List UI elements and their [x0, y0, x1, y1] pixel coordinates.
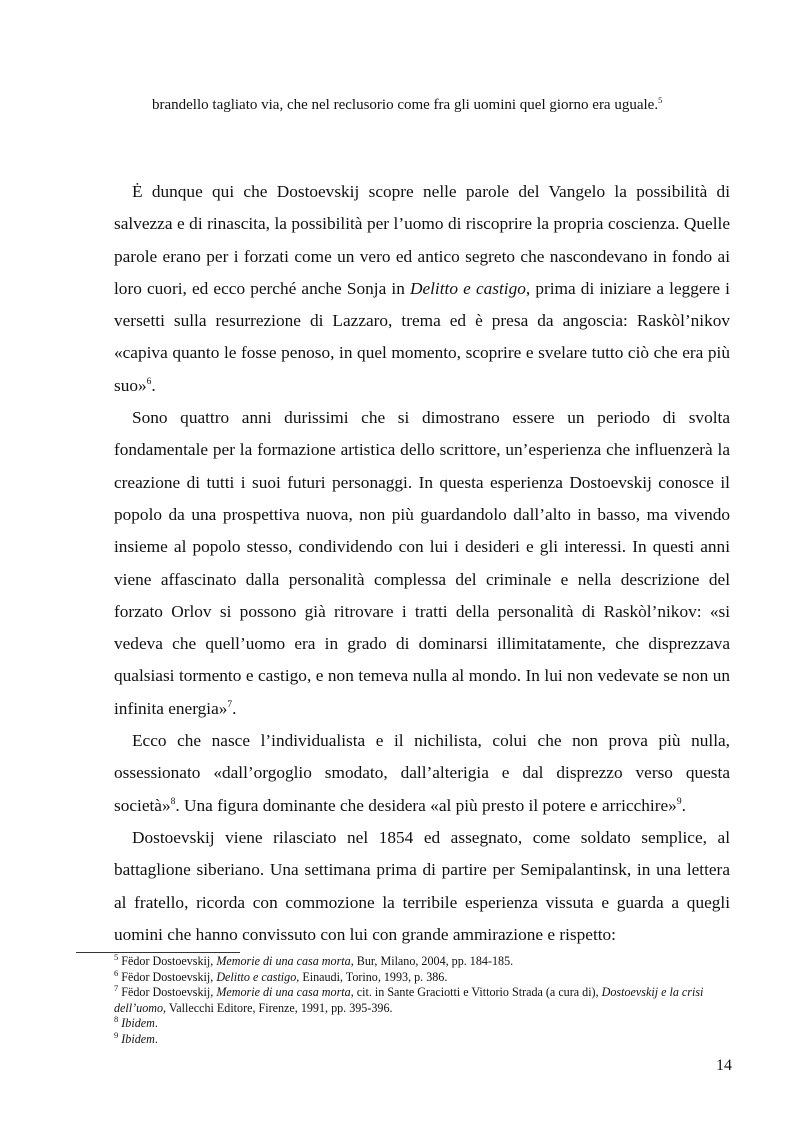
body-text: [114, 176, 730, 951]
book-title: Delitto e castigo: [216, 969, 297, 984]
footnote-text: .: [154, 1031, 158, 1046]
paragraph-text: . Una figura dominante che desidera «al più presto il potere e arricchire»: [175, 795, 677, 815]
footnote-ref: 5: [658, 96, 663, 105]
book-title: Memorie di una casa morta: [216, 985, 351, 999]
footnote-ref: 7: [227, 699, 233, 710]
footnote: [114, 1029, 730, 1048]
footnote: [114, 1013, 730, 1032]
footnote-text: , cit. in Sante Graciotti e Vittorio Strada (a cura di),: [350, 985, 602, 999]
footnote-text: , Bur, Milano, 2004, pp. 184-185.: [350, 954, 514, 968]
footnote-number: 8: [114, 1013, 119, 1024]
paragraph: [114, 176, 730, 402]
footnote-ref: 8: [170, 796, 176, 807]
footnote: [114, 951, 730, 970]
footnote-text: Fëdor Dostoevskij,: [118, 954, 217, 968]
book-title: Ibidem: [121, 1016, 155, 1030]
paragraph: [114, 725, 730, 822]
paragraph: [114, 402, 730, 725]
footnote-number: 9: [114, 1029, 119, 1040]
footnote-text: , Vallecchi Editore, Firenze, 1991, pp. 395-396.: [163, 1000, 393, 1015]
paragraph-text: Ecco che nasce l’individualista e il nichilista, colui che non prova più nulla, ossessionato «dall’orgoglio smodato, dall’alterigia e dal disprezzo verso questa società»: [114, 731, 730, 815]
footnote-number: 5: [114, 951, 119, 962]
paragraph-text: Dostoevskij viene rilasciato nel 1854 ed assegnato, come soldato semplice, al battaglione siberiano. Una settimana prima di partire per Semipalantinsk, in una lettera al fratello, ricorda con commozione la terribile esperienza vissuta e guarda a quegli uomini che hanno convissuto con lui con grande ammirazione e rispetto:: [114, 827, 730, 944]
footnote-text: Fëdor Dostoevskij,: [118, 969, 217, 984]
paragraph: [114, 822, 730, 951]
book-title: Delitto e castigo: [409, 278, 526, 298]
footnote: [114, 967, 730, 986]
footnote-text: .: [154, 1016, 158, 1030]
paragraph-text: Sono quattro anni durissimi che si dimostrano essere un periodo di svolta fondamentale per la formazione artistica dello scrittore, un’esperienza che influenzerà la creazione di tutti i suoi futuri personaggi. In questa esperienza Dostoevskij conosce il popolo da una prospettiva nuova, non più guardandolo dall’alto in basso, ma vivendo insieme al popolo stesso, condividendo con lui i desideri e gli interessi. In questi anni viene affascinato dalla personalità complessa del criminale e nella descrizione del forzato Orlov si possono già ritrovare i tratti della personalità di Raskòl’nikov: «si vedeva che quell’uomo era in grado di dominarsi illimitatamente, che disprezzava qualsiasi tormento e castigo, e non temeva nulla al mondo. In lui non vedevate se non un infinita energia»: [114, 408, 730, 718]
footnote-number: 7: [114, 982, 119, 993]
footnotes: [114, 951, 730, 1047]
paragraph-text: Ė dunque qui che Dostoevskij scopre nelle parole del Vangelo la possibilità di salvezza e di rinascita, la possibilità per l’uomo di riscoprire la propria coscienza. Quelle parole erano per i forzati come un vero ed antico segreto che nascondevano in fondo ai loro cuori, ed ecco perché anche Sonja in: [114, 182, 730, 298]
footnote-text: Fëdor Dostoevskij,: [118, 985, 217, 999]
page-number: 14: [716, 1057, 732, 1074]
footnote-text: , Einaudi, Torino, 1993, p. 386.: [296, 969, 448, 984]
block-quote: [152, 91, 694, 119]
footnote: [114, 982, 730, 1016]
footnote-number: 6: [114, 967, 119, 978]
footnote-ref: 9: [676, 796, 682, 807]
quote-text: brandello tagliato via, che nel reclusorio come fra gli uomini quel giorno era uguale.: [152, 97, 659, 113]
footnote-ref: 6: [146, 377, 152, 388]
book-title: Dostoevskij e la crisi dell’uomo: [114, 985, 704, 1015]
paragraph-text: .: [232, 698, 237, 718]
footnote-divider: [76, 952, 240, 953]
paragraph-text: .: [151, 375, 156, 395]
book-title: Memorie di una casa morta: [216, 954, 351, 968]
book-title: Ibidem: [121, 1031, 155, 1046]
paragraph-text: .: [681, 795, 686, 815]
paragraph-text: , prima di iniziare a leggere i versetti sulla resurrezione di Lazzaro, trema ed è presa da angoscia: Raskòl’nikov «capiva quanto le fosse penoso, in quel momento, scoprire e svelare tutto ciò che era più suo»: [114, 278, 730, 395]
